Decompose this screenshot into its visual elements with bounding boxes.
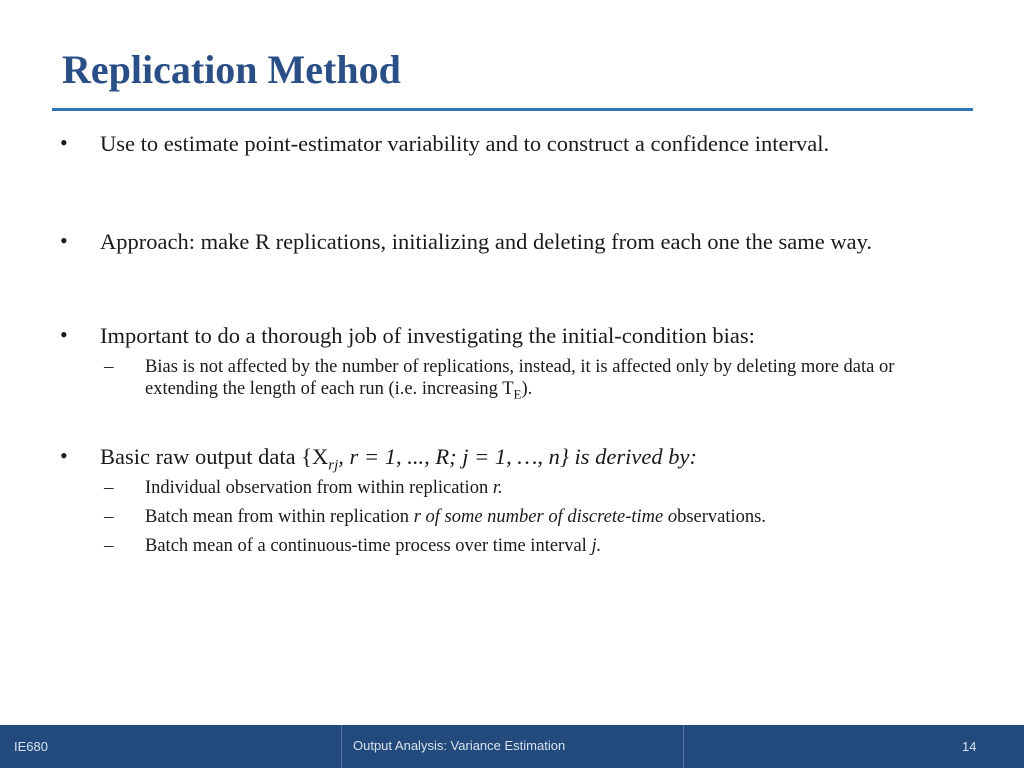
- bullet-text-part: Basic raw output data {X: [100, 444, 329, 469]
- footer-page-number: 14: [962, 739, 977, 754]
- slide-title: Replication Method: [62, 47, 401, 92]
- sub-bullet-text-part: j.: [591, 536, 602, 556]
- footer-divider: [683, 725, 684, 768]
- sub-bullet-text: [145, 477, 965, 499]
- sub-bullet-marker: –: [104, 477, 114, 498]
- subscript: E: [513, 386, 522, 402]
- sub-bullet-text-part: Batch mean of a continuous-time process over time interval: [145, 536, 592, 556]
- bullet-marker: •: [60, 228, 68, 253]
- sub-bullet-text-part: ).: [521, 379, 533, 399]
- sub-bullet-text-part: r.: [492, 478, 503, 498]
- sub-bullet-text: [145, 506, 965, 528]
- bullet-text-part: , r = 1, ..., R; j = 1, …, n} is derived by:: [338, 444, 697, 469]
- sub-bullet-text: [145, 356, 965, 406]
- sub-bullet-text-part: bservations.: [677, 507, 766, 527]
- sub-bullet-text: [145, 535, 965, 557]
- bullet-marker: •: [60, 130, 68, 155]
- sub-bullet-marker: –: [104, 356, 114, 377]
- title-rule: [52, 108, 973, 111]
- sub-bullet-marker: –: [104, 535, 114, 556]
- bullet-marker: •: [60, 322, 68, 347]
- bullet-text: Use to estimate point-estimator variability and to construct a confidence interval.: [100, 131, 830, 156]
- sub-bullet-text-part: Bias is not affected by the number of replications, instead, it is affected only by deleting more data or extending the length of each run (i.e. increasing T: [145, 357, 895, 399]
- subscript: rj: [328, 457, 339, 474]
- bullet-text: Approach: make R replications, initializing and deleting from each one the same way.: [100, 229, 873, 254]
- slide-footer: [0, 725, 1024, 768]
- sub-bullet-text-part: Individual observation from within replication: [145, 478, 493, 498]
- footer-course: IE680: [14, 739, 48, 754]
- bullet-marker: •: [60, 443, 68, 468]
- footer-topic: Output Analysis: Variance Estimation: [353, 738, 566, 753]
- bullet-text: [100, 443, 960, 480]
- sub-bullet-text-part: Batch mean from within replication: [145, 507, 414, 527]
- footer-divider: [341, 725, 342, 768]
- sub-bullet-marker: –: [104, 506, 114, 527]
- bullet-text: Important to do a thorough job of investigating the initial-condition bias:: [100, 323, 755, 348]
- sub-bullet-text-part: r of some number of discrete-time o: [413, 507, 678, 527]
